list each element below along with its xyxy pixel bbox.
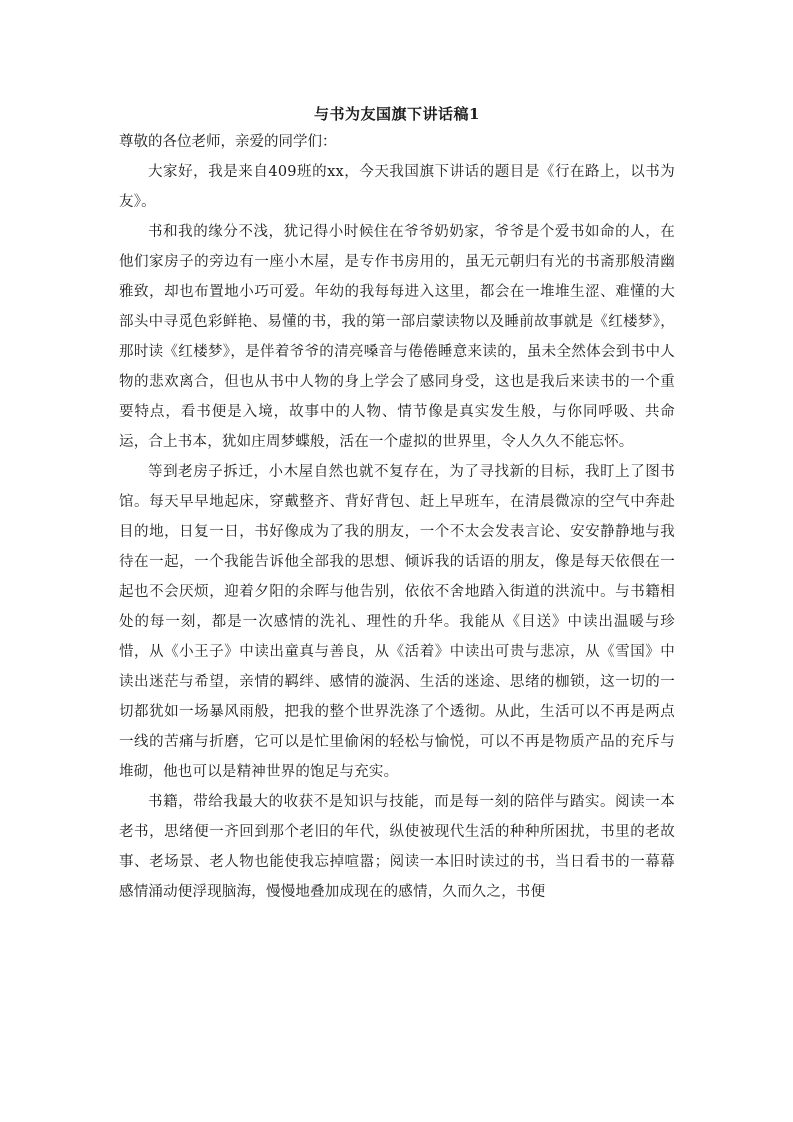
document-title: 与书为友国旗下讲话稿1 (314, 105, 480, 123)
paragraph-childhood: 书和我的缘分不浅，犹记得小时候住在爷爷奶奶家，爷爷是个爱书如命的人，在他们家房子的旁边有一座小木屋，是专作书房用的，虽无元朝归有光的书斋那般清幽雅致，却也布置地小巧可爱。年幼的我每每进入这里，都会在一堆堆生涩、难懂的大部头中寻觅色彩鲜艳、易懂的书，我的第一部启蒙读物以及睡前故事就是《红楼梦》，那时读《红楼梦》，是伴着爷爷的清亮嗓音与倦倦睡意来读的，虽未全然体会到书中人物的悲欢离合，但也从书中人物的身上学会了感同身受，这也是我后来读书的一个重要特点，看书便是入境，故事中的人物、情节像是真实发生般，与你同呼吸、共命运，合上书本，犹如庄周梦蝶般，活在一个虚拟的世界里，令人久久不能忘怀。 (119, 224, 675, 450)
paragraph-companionship: 书籍，带给我最大的收获不是知识与技能，而是每一刻的陪伴与踏实。阅读一本老书，思绪便一齐回到那个老旧的年代，纵使被现代生活的种种所困扰，书里的老故事、老场景、老人物也能使我忘掉喧嚣；阅读一本旧时读过的书，当日看书的一幕幕感情涌动便浮现脑海，慢慢地叠加成现在的感情，久而久之，书便 (119, 794, 675, 900)
document-body (119, 100, 675, 907)
paragraph-library: 等到老房子拆迁，小木屋自然也就不复存在，为了寻找新的目标，我盯上了图书馆。每天早早地起床，穿戴整齐、背好背包、赶上早班车，在清晨微凉的空气中奔赴目的地，日复一日，书好像成为了我的朋友，一个不太会发表言论、安安静静地与我待在一起，一个我能告诉他全部我的思想、倾诉我的话语的朋友，像是每天依偎在一起也不会厌烦，迎着夕阳的余晖与他告别，依依不舍地踏入街道的洪流中。与书籍相处的每一刻，都是一次感情的洗礼、理性的升华。我能从《目送》中读出温暖与珍惜，从《小王子》中读出童真与善良，从《活着》中读出可贵与悲凉，从《雪国》中读出迷茫与希望，亲情的羁绊、感情的漩涡、生活的迷途、思绪的枷锁，这一切的一切都犹如一场暴风雨般，把我的整个世界洗涤了个透彻。从此，生活可以不再是两点一线的苦痛与折磨，它可以是忙里偷闲的轻松与愉悦，可以不再是物质产品的充斥与堆砌，他也可以是精神世界的饱足与充实。 (119, 464, 675, 780)
salutation: 尊敬的各位老师，亲爱的同学们： (119, 134, 337, 150)
paragraph-greeting: 大家好，我是来自409班的xx，今天我国旗下讲话的题目是《行在路上，以书为友》。 (119, 164, 675, 210)
